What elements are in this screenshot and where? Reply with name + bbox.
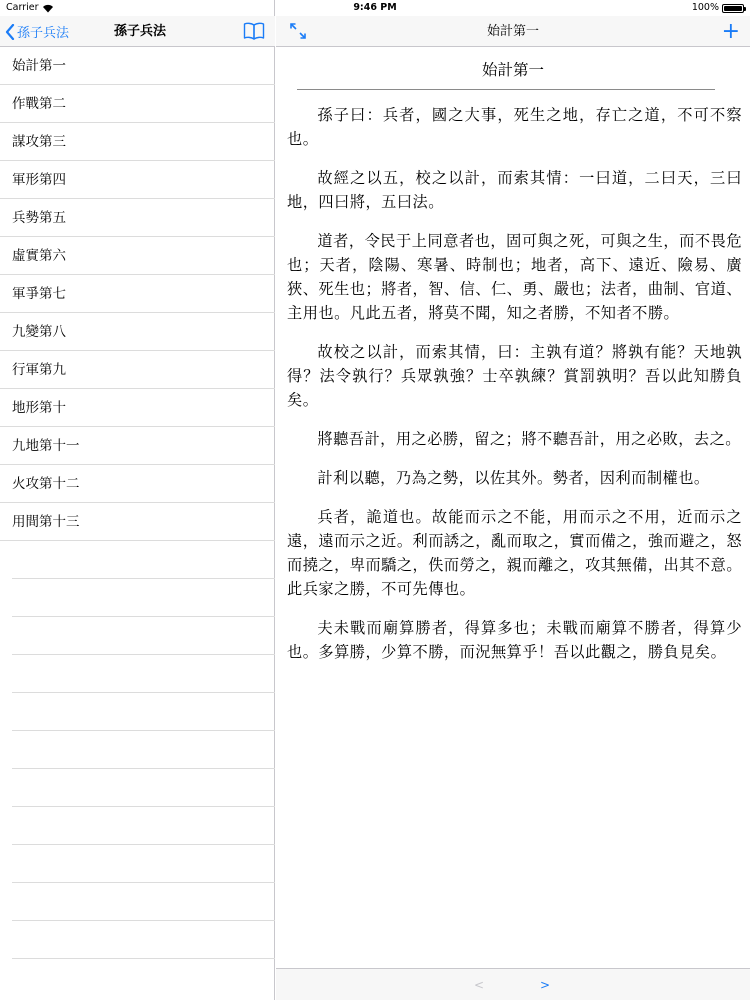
reader-nav-bar: [276, 16, 750, 47]
bookmarks-button[interactable]: [243, 21, 265, 45]
chapter-heading: 始計第一: [481, 61, 544, 79]
chapter-item-2[interactable]: 作戰第二: [0, 85, 275, 123]
paragraph: 孫子曰：兵者，國之大事，死生之地，存亡之道，不可不察也。: [287, 106, 742, 148]
chapter-item-12[interactable]: 火攻第十二: [0, 465, 275, 503]
sidebar: [0, 0, 275, 1000]
chevron-left-icon: [5, 24, 15, 40]
paragraph: 計利以聽，乃為之勢，以佐其外。勢者，因利而制權也。: [317, 469, 710, 487]
book-icon: [243, 21, 265, 41]
sidebar-nav-bar: [0, 16, 275, 47]
paragraph: 兵者，詭道也。故能而示之不能，用而示之不用，近而示之遠，遠而示之近。利而誘之，亂而取之，實而備之，強而避之，怒而撓之，卑而驕之，佚而勞之，親而離之，攻其無備，出其不意。此兵家之勝，不可先傳也。: [287, 508, 742, 598]
empty-row: [12, 845, 275, 883]
chapter-item-4[interactable]: 軍形第四: [0, 161, 275, 199]
clock: 9:46 PM: [353, 2, 397, 13]
empty-row: [12, 579, 275, 617]
pager-toolbar: [276, 968, 750, 1000]
chapter-item-1[interactable]: 始計第一: [0, 47, 275, 85]
empty-row: [12, 541, 275, 579]
back-button[interactable]: [5, 16, 69, 47]
chapter-item-11[interactable]: 九地第十一: [0, 427, 275, 465]
paragraph: 故經之以五，校之以計，而索其情：一曰道，二曰天，三曰地，四曰將，五曰法。: [287, 169, 742, 211]
chapter-item-10[interactable]: 地形第十: [0, 389, 275, 427]
chapter-item-8[interactable]: 九變第八: [0, 313, 275, 351]
battery-percent: 100%: [691, 2, 719, 13]
chapter-list: [0, 47, 275, 959]
chapter-item-7[interactable]: 軍爭第七: [0, 275, 275, 313]
paragraph: 道者，令民于上同意者也，固可與之死，可與之生，而不畏危也；天者，陰陽、寒暑、時制也；地者，高下、遠近、險易、廣狹、死生也；將者，智、信、仁、勇、嚴也；法者，曲制、官道、主用也。凡此五者，將莫不聞，知之者勝，不知者不勝。: [287, 232, 742, 322]
next-chapter-button[interactable]: >: [540, 978, 551, 992]
chapter-text: [287, 103, 742, 679]
empty-row: [12, 731, 275, 769]
chapter-item-3[interactable]: 謀攻第三: [0, 123, 275, 161]
chapter-item-9[interactable]: 行軍第九: [0, 351, 275, 389]
reader-pane: [276, 0, 750, 1000]
empty-row: [12, 693, 275, 731]
previous-chapter-button[interactable]: <: [474, 978, 485, 992]
back-button-label: 孫子兵法: [17, 26, 70, 41]
empty-row: [12, 921, 275, 959]
status-bar: [0, 0, 750, 16]
sidebar-title: 孫子兵法: [113, 24, 166, 39]
empty-row: [12, 883, 275, 921]
empty-row: [12, 617, 275, 655]
empty-row: [12, 807, 275, 845]
paragraph: 故校之以計，而索其情，曰：主孰有道？將孰有能？天地孰得？法令孰行？兵眾孰強？士卒孰練？賞罰孰明？吾以此知勝負矣。: [287, 343, 742, 409]
chapter-item-13[interactable]: 用間第十三: [0, 503, 275, 541]
empty-row: [12, 655, 275, 693]
empty-row: [12, 769, 275, 807]
battery-group: [692, 0, 744, 16]
chapter-item-6[interactable]: 虛實第六: [0, 237, 275, 275]
paragraph: 將聽吾計，用之必勝，留之；將不聽吾計，用之必敗，去之。: [317, 430, 741, 448]
heading-divider: [297, 89, 715, 90]
reader-title: 始計第一: [486, 24, 539, 39]
paragraph: 夫未戰而廟算勝者，得算多也；未戰而廟算不勝者，得算少也。多算勝，少算不勝，而況無算乎！吾以此觀之，勝負見矣。: [287, 619, 742, 661]
chapter-item-5[interactable]: 兵勢第五: [0, 199, 275, 237]
battery-icon: [722, 4, 744, 13]
plus-icon[interactable]: +: [721, 19, 740, 44]
carrier-label: Carrier: [6, 2, 39, 13]
